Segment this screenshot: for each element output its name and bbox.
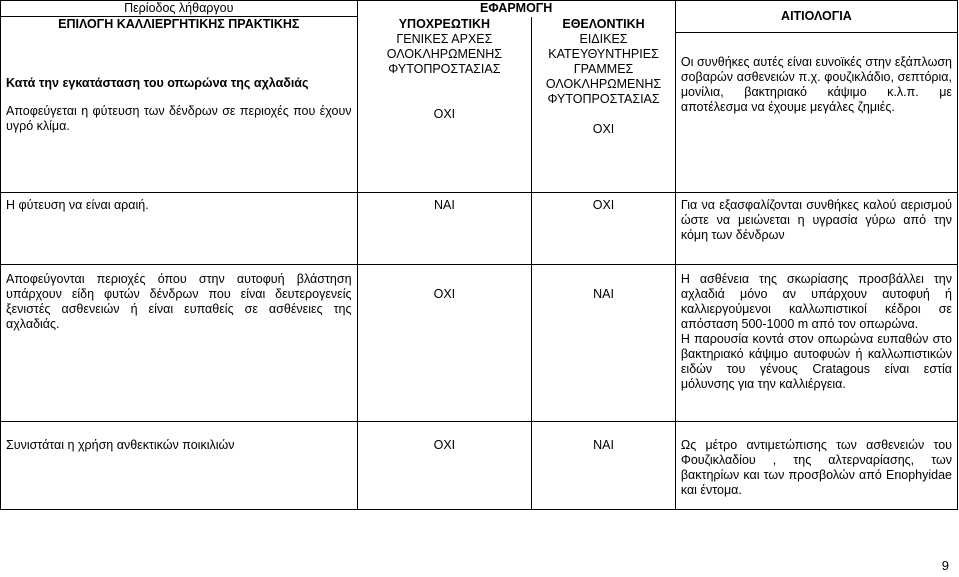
- row-2: [1, 193, 958, 265]
- row4-mandatory: ΟΧΙ: [357, 422, 532, 510]
- reasoning-header: ΑΙΤΙΟΛΟΓΙΑ: [675, 1, 957, 33]
- period-cell: [1, 1, 358, 17]
- row4-voluntary: ΝΑΙ: [532, 422, 676, 510]
- row3-reasoning: Η ασθένεια της σκωρίασης προσβάλλει την αχλαδιά μόνο αν υπάρχουν αυτοφυή ή καλλιεργούμενοι καλλωπιστικοί κέδροι σε απόσταση 500-1000 m από τον οπωρώνα. Η παρουσία κοντά στον οπωρώνα ευπαθών στο βακτηριακό κάψιμο αυτοφυών ή καλλωπιστικών ειδών του γένους Cratagous είναι εστία μόλυνσης για την καλλιέργεια.: [675, 265, 957, 422]
- row2-practice: Η φύτευση να είναι αραιή.: [1, 193, 358, 265]
- row1-reasoning: Οι συνθήκες αυτές είναι ευνοϊκές στην εξάπλωση σοβαρών ασθενειών π.χ. φουζικλάδιο, σεπτόρια, μονίλια, βακτηριακό κάψιμο κ.λ.π. με αποτέλεσμα να έχουμε μεγάλες ζημιές.: [675, 32, 957, 193]
- row-4: [1, 422, 958, 510]
- row3-voluntary: ΝΑΙ: [532, 265, 676, 422]
- header-row-1: [1, 1, 958, 17]
- row4-reasoning: Ως μέτρο αντιμετώπισης των ασθενειών του Φουζικλαδίου , της αλτερναρίασης, των βακτηρίων και των προσβολών από Erιophyidae και έντομα.: [675, 422, 957, 510]
- row2-voluntary: ΟΧΙ: [532, 193, 676, 265]
- row-3: [1, 265, 958, 422]
- row1-mandatory: ΟΧΙ: [433, 106, 456, 121]
- row3-mandatory: ΟΧΙ: [357, 265, 532, 422]
- row2-mandatory: ΝΑΙ: [357, 193, 532, 265]
- page-number: 9: [941, 558, 949, 573]
- row1-practice: Αποφεύγεται η φύτευση των δένδρων σε περιοχές που έχουν υγρό κλίμα.: [6, 104, 352, 133]
- row3-practice: Αποφεύγονται περιοχές όπου στην αυτοφυή βλάστηση υπάρχουν είδη φυτών δένδρων που είναι δευτερογενείς ξενιστές ασθενειών ή είναι ευπαθείς σε ασθένειες της αχλαδιάς.: [1, 265, 358, 422]
- practice-title-cell: [1, 17, 358, 33]
- voluntary-column: ΕΘΕΛΟΝΤΙΚΗ ΕΙΔΙΚΕΣ ΚΑΤΕΥΘΥΝΤΗΡΙΕΣ ΓΡΑΜΜΕΣ ΟΛΟΚΛΗΡΩΜΕΝΗΣ ΦΥΤΟΠΡΟΣΤΑΣΙΑΣ ΟΧΙ: [532, 17, 676, 193]
- row1-voluntary: ΟΧΙ: [592, 121, 615, 136]
- section-title: Κατά την εγκατάσταση του οπωρώνα της αχλαδιάς: [6, 76, 309, 90]
- practice-title: ΕΠΙΛΟΓΗ ΚΑΛΛΙΕΡΓΗΤΙΚΗΣ ΠΡΑΚΤΙΚΗΣ: [58, 17, 300, 31]
- mandatory-column: ΥΠΟΧΡΕΩΤΙΚΗ ΓΕΝΙΚΕΣ ΑΡΧΕΣ ΟΛΟΚΛΗΡΩΜΕΝΗΣ ΦΥΤΟΠΡΟΣΤΑΣΙΑΣ ΟΧΙ: [357, 17, 532, 193]
- application-header: ΕΦΑΡΜΟΓΗ: [357, 1, 675, 17]
- period-label: Περίοδος λήθαργου: [124, 1, 234, 15]
- row1-practice-cell: [1, 32, 358, 193]
- row2-reasoning: Για να εξασφαλίζονται συνθήκες καλού αερισμού ώστε να μειώνεται η υγρασία γύρω από την κόμη των δένδρων: [675, 193, 957, 265]
- row4-practice: Συνιστάται η χρήση ανθεκτικών ποικιλιών: [1, 422, 358, 510]
